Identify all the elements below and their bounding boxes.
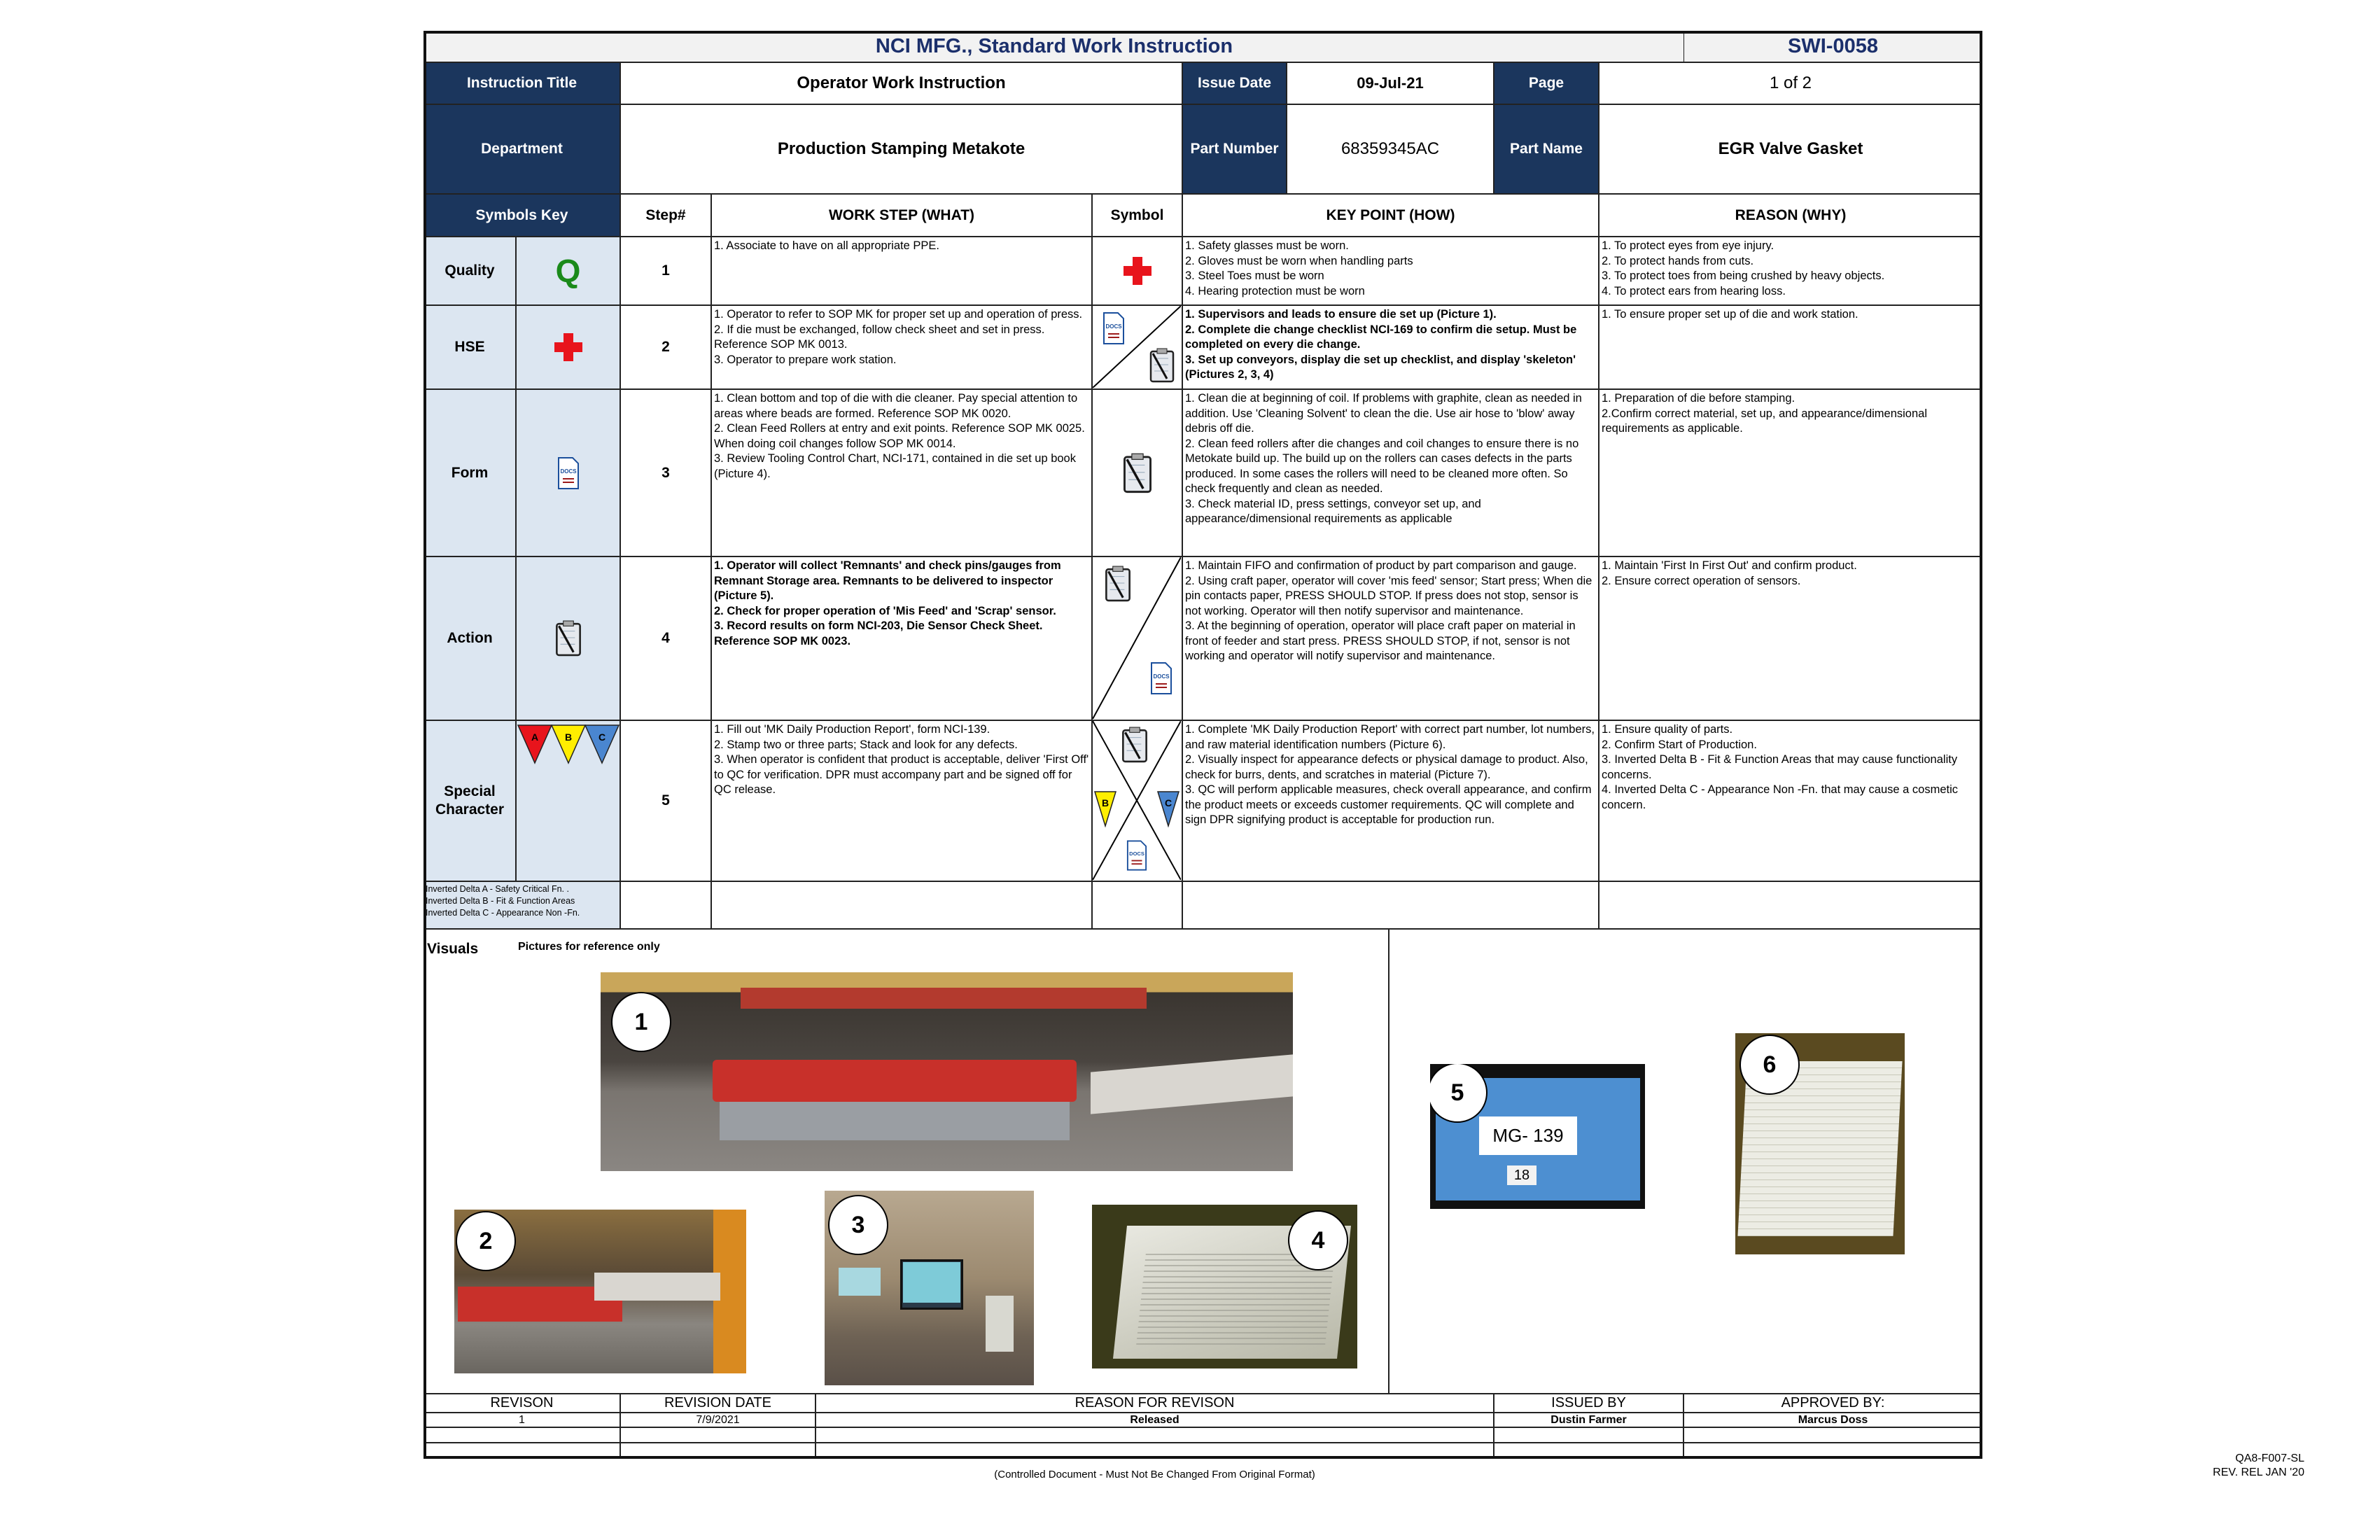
revision-header-revison: REVISON <box>424 1394 620 1413</box>
picture-5-remnant-bin <box>1430 1064 1645 1209</box>
form-key-cell <box>516 389 620 556</box>
symbols-key-hse-label: HSE <box>424 305 516 389</box>
empty-key-point-cell <box>1182 881 1599 929</box>
die-base <box>720 1102 1070 1140</box>
conveyor <box>1091 1054 1293 1114</box>
revision-row-3-reason <box>816 1443 1494 1459</box>
work-step-header: WORK STEP (WHAT) <box>711 194 1092 237</box>
action-key-cell <box>516 556 620 720</box>
instruction-title-value: Operator Work Instruction <box>620 62 1182 104</box>
revision-row-1-approved-by: Marcus Doss <box>1684 1413 1982 1427</box>
reason-1: 1. To protect eyes from eye injury. 2. To protect hands from cuts. 3. To protect toes from being crushed by heavy objects. 4. To protect ears from hearing loss. <box>1599 237 1982 305</box>
department-value: Production Stamping Metakote <box>620 104 1182 194</box>
key-point-3: 1. Clean die at beginning of coil. If problems with graphite, clean as needed in addition. Use 'Cleaning Solvent' to clean the die. Use air hose to 'blow' away debris off die. 2. Clean feed rollers after die changes and coil changes to ensure there is no Metokate build up. The build up on the rollers can cases defects in the parts produced. In some cases the rollers will need to be cleaned more often. So check frequently and clean as needed. 3. Check material ID, press settings, conveyor set up, and appearance/dimensional requirements as applicable <box>1182 389 1599 556</box>
svg-text:DOCS: DOCS <box>559 468 577 475</box>
red-cross-icon <box>1122 255 1153 286</box>
revision-row-2-reason <box>816 1427 1494 1443</box>
rev-release: REV. REL JAN '20 <box>2213 1466 2304 1478</box>
empty-symbol-cell <box>1092 881 1182 929</box>
reason-2: 1. To ensure proper set up of die and work station. <box>1599 305 1982 389</box>
red-die-shoe <box>713 1060 1077 1102</box>
clipboard-checklist-icon <box>1121 727 1149 763</box>
form-id: QA8-F007-SL <box>2235 1452 2304 1464</box>
revision-header-approved-by: APPROVED BY: <box>1684 1394 1982 1413</box>
revision-header-date: REVISION DATE <box>620 1394 816 1413</box>
department-label: Department <box>424 104 620 194</box>
part-number-label: Part Number <box>1182 104 1287 194</box>
monitor-screen <box>903 1262 960 1303</box>
symbol-cell-1 <box>1092 237 1182 305</box>
revision-row-2-date <box>620 1427 816 1443</box>
docs-form-icon <box>557 456 580 491</box>
printer <box>986 1296 1014 1352</box>
symbol-header: Symbol <box>1092 194 1182 237</box>
symbols-key-header: Symbols Key <box>424 194 620 237</box>
revision-row-2-issued-by <box>1494 1427 1684 1443</box>
revision-row-3-approved-by <box>1684 1443 1982 1459</box>
picture-5-badge: 5 <box>1430 1064 1488 1123</box>
conveyor <box>594 1273 720 1301</box>
picture-6-badge: 6 <box>1740 1035 1800 1095</box>
upper-die <box>741 988 1147 1009</box>
empty-step-cell <box>620 881 711 929</box>
svg-text:A: A <box>531 732 539 743</box>
picture-4-die-setup-book <box>1092 1205 1357 1368</box>
visuals-label: Visuals <box>427 941 479 957</box>
key-point-2: 1. Supervisors and leads to ensure die set up (Picture 1). 2. Complete die change checklist NCI-169 to confirm die setup. Must be completed on every die change. 3. Set up conveyors, display die set up checklist, and display 'skeleton' (Pictures 2, 3, 4) <box>1182 305 1599 389</box>
docs-form-icon <box>1126 839 1147 872</box>
page-value: 1 of 2 <box>1599 62 1982 104</box>
revision-row-1-issued-by: Dustin Farmer <box>1494 1413 1684 1427</box>
revision-row-3-revison <box>424 1443 620 1459</box>
clipboard-checklist-icon <box>1104 566 1132 602</box>
document-id: SWI-0058 <box>1684 31 1982 62</box>
picture-1-badge: 1 <box>611 992 671 1052</box>
picture-3-workstation <box>825 1191 1034 1385</box>
revision-row-1-date: 7/9/2021 <box>620 1413 816 1427</box>
revision-header-reason: REASON FOR REVISON <box>816 1394 1494 1413</box>
bin-number: 18 <box>1507 1166 1536 1185</box>
key-point-header: KEY POINT (HOW) <box>1182 194 1599 237</box>
work-step-2: 1. Operator to refer to SOP MK for proper set up and operation of press. 2. If die must be exchanged, follow check sheet and set in press. Reference SOP MK 0013. 3. Operator to prepare work station. <box>711 305 1092 389</box>
reason-4: 1. Maintain 'First In First Out' and confirm product. 2. Ensure correct operation of sensors. <box>1599 556 1982 720</box>
step-number-1: 1 <box>620 237 711 305</box>
symbols-key-special-character-label: Special Character <box>424 720 516 881</box>
svg-text:C: C <box>598 732 606 743</box>
svg-text:DOCS: DOCS <box>1153 673 1170 680</box>
inverted-delta-b-icon <box>1094 791 1116 827</box>
key-point-1: 1. Safety glasses must be worn. 2. Gloves must be worn when handling parts 3. Steel Toes must be worn 4. Hearing protection must be worn <box>1182 237 1599 305</box>
inverted-delta-abc-icon <box>517 724 620 764</box>
empty-work-step-cell <box>711 881 1092 929</box>
work-step-1: 1. Associate to have on all appropriate PPE. <box>711 237 1092 305</box>
symbol-cell-2 <box>1092 305 1182 389</box>
revision-row-1-revison: 1 <box>424 1413 620 1427</box>
symbol-cell-3 <box>1092 389 1182 556</box>
step-number-5: 5 <box>620 720 711 881</box>
quality-q-icon: Q <box>516 237 620 305</box>
posted-sheets <box>839 1268 881 1296</box>
revision-row-1-reason: Released <box>816 1413 1494 1427</box>
step-number-3: 3 <box>620 389 711 556</box>
reason-3: 1. Preparation of die before stamping. 2.Confirm correct material, set up, and appearance/dimensional requirements as applicable. <box>1599 389 1982 556</box>
empty-reason-cell <box>1599 881 1982 929</box>
symbols-key-action-label: Action <box>424 556 516 720</box>
symbols-key-form-label: Form <box>424 389 516 556</box>
key-point-4: 1. Maintain FIFO and confirmation of product by part comparison and gauge. 2. Using craft paper, operator will cover 'mis feed' sensor; Start press; When die pin contacts paper, PRESS SHOULD STOP. If press does not stop, sensor is not working. Operator will then notify supervisor and maintenance. 3. At the beginning of operation, operator will place craft paper on material in front of feeder and start press. PRESS SHOULD STOP, if not, sensor is not working and operator will notify supervisor and maintenance. <box>1182 556 1599 720</box>
revision-row-2-approved-by <box>1684 1427 1982 1443</box>
step-number-2: 2 <box>620 305 711 389</box>
reason-5: 1. Ensure quality of parts. 2. Confirm Start of Production. 3. Inverted Delta B - Fit & Function Areas that may cause functionality concerns. 4. Inverted Delta C - Appearance Non -Fn. that may cause a cosmetic concern. <box>1599 720 1982 881</box>
picture-1-press-die <box>601 972 1293 1171</box>
part-name-value: EGR Valve Gasket <box>1599 104 1982 194</box>
svg-text:DOCS: DOCS <box>1129 850 1144 857</box>
revision-row-3-issued-by <box>1494 1443 1684 1459</box>
document-title: NCI MFG., Standard Work Instruction <box>424 31 1685 62</box>
inverted-delta-c-icon <box>1157 791 1180 827</box>
part-name-label: Part Name <box>1494 104 1599 194</box>
key-point-5: 1. Complete 'MK Daily Production Report' with correct part number, lot numbers, and raw material identification numbers (Picture 6). 2. Visually inspect for appearance defects or physical damage to product. Also, check for burrs, dents, and scratches in material (Picture 7). 3. QC will perform applicable measures, check overall appearance, and confirm the product meets or exceeds customer requirements. QC will complete and sign DPR signifying product is acceptable for production run. <box>1182 720 1599 881</box>
picture-2-badge: 2 <box>456 1211 516 1271</box>
step-number-4: 4 <box>620 556 711 720</box>
clipboard-checklist-icon <box>1122 453 1153 493</box>
revision-row-3-date <box>620 1443 816 1459</box>
special-character-key-cell <box>516 720 620 881</box>
symbols-key-quality-label: Quality <box>424 237 516 305</box>
bin-label: MG- 139 <box>1479 1116 1577 1155</box>
work-step-3: 1. Clean bottom and top of die with die cleaner. Pay special attention to areas where beads are formed. Reference SOP MK 0020. 2. Clean Feed Rollers at entry and exit points. Reference SOP MK 0025. When doing coil changes follow SOP MK 0014. 3. Review Tooling Control Chart, NCI-171, contained in die set up book (Picture 4). <box>711 389 1092 556</box>
visuals-note: Pictures for reference only <box>518 941 660 953</box>
delta-legend: Inverted Delta A - Safety Critical Fn. . Inverted Delta B - Fit & Function Areas Inverted Delta C - Appearance Non -Fn. <box>424 881 620 929</box>
docs-form-icon <box>1102 312 1125 345</box>
reason-header: REASON (WHY) <box>1599 194 1982 237</box>
hse-key-cell <box>516 305 620 389</box>
svg-text:DOCS: DOCS <box>1105 323 1122 330</box>
picture-6-production-report <box>1735 1033 1905 1254</box>
step-header: Step# <box>620 194 711 237</box>
visuals-divider <box>1388 929 1390 1394</box>
symbol-cell-4 <box>1092 556 1182 720</box>
svg-text:B: B <box>1101 797 1110 808</box>
revision-row-2-revison <box>424 1427 620 1443</box>
picture-3-badge: 3 <box>828 1195 888 1255</box>
work-step-5: 1. Fill out 'MK Daily Production Report', form NCI-139. 2. Stamp two or three parts; Stack and look for any defects. 3. When operator is confident that product is acceptable, deliver 'First Off' to QC for verification. DPR must accompany part and be signed off for QC release. <box>711 720 1092 881</box>
instruction-title-label: Instruction Title <box>424 62 620 104</box>
controlled-document-notice: (Controlled Document - Must Not Be Changed From Original Format) <box>994 1469 1315 1480</box>
svg-text:B: B <box>564 732 573 743</box>
page-label: Page <box>1494 62 1599 104</box>
docs-form-icon <box>1150 661 1172 696</box>
clipboard-checklist-icon <box>1149 348 1175 383</box>
svg-text:C: C <box>1164 797 1172 808</box>
red-cross-icon <box>553 332 584 363</box>
picture-2-die-conveyor <box>454 1210 746 1373</box>
work-step-4: 1. Operator will collect 'Remnants' and check pins/gauges from Remnant Storage area. Remnants to be delivered to inspector (Picture 5). 2. Check for proper operation of 'Mis Feed' and 'Scrap' sensor. 3. Record results on form NCI-203, Die Sensor Check Sheet. Reference SOP MK 0023. <box>711 556 1092 720</box>
symbol-cell-5 <box>1092 720 1182 881</box>
part-number-value: 68359345AC <box>1287 104 1494 194</box>
clipboard-checklist-icon <box>554 620 582 657</box>
issue-date-label: Issue Date <box>1182 62 1287 104</box>
issue-date-value: 09-Jul-21 <box>1287 62 1494 104</box>
revision-header-issued-by: ISSUED BY <box>1494 1394 1684 1413</box>
picture-4-badge: 4 <box>1288 1210 1348 1270</box>
